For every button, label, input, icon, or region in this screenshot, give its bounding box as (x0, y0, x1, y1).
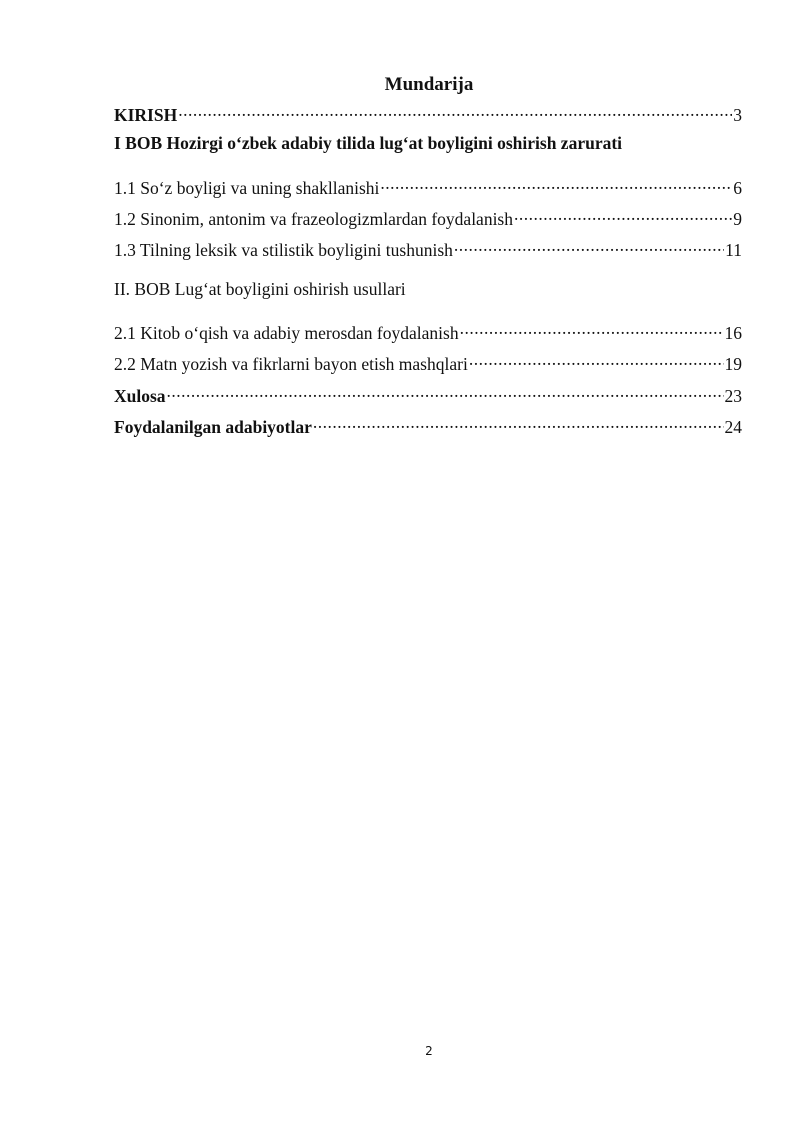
page-number: 2 (425, 1044, 433, 1058)
page-title: Mundarija (384, 74, 474, 95)
toc-entry-kirish (114, 99, 742, 126)
toc-entry-page: 11 (725, 240, 742, 260)
toc-entry-label: 2.1 Kitob o‘qish va adabiy merosdan foydalanish (114, 323, 459, 343)
leader-dots (380, 172, 732, 194)
toc-entry-label: Foydalanilgan adabiyotlar (114, 417, 312, 437)
toc-entry-label: Xulosa (114, 386, 166, 406)
toc-entry-label: 1.1 So‘z boyligi va uning shakllanishi (114, 178, 380, 198)
toc-entry-label: 2.2 Matn yozish va fikrlarni bayon etish mashqlari (114, 354, 468, 374)
toc-entry-xulosa (114, 380, 742, 407)
toc-entry-page: 23 (724, 386, 742, 406)
toc-entry-page: 24 (724, 417, 742, 437)
toc-entry-1-3 (114, 234, 742, 261)
toc-entry-2-2 (114, 348, 742, 375)
leader-dots (454, 234, 724, 256)
toc-chapter-1-heading: I BOB Hozirgi o‘zbek adabiy tilida lug‘at boyligini oshirish zarurati (114, 133, 623, 153)
toc-entry-1-1 (114, 172, 742, 199)
toc-entry-page: 6 (733, 178, 742, 198)
toc-entry-page: 19 (724, 354, 742, 374)
leader-dots (178, 99, 732, 121)
leader-dots (313, 411, 724, 433)
toc-entry-1-2 (114, 203, 742, 230)
toc-entry-2-1 (114, 317, 742, 344)
leader-dots (460, 317, 724, 339)
leader-dots (167, 380, 724, 402)
toc-entry-page: 9 (733, 209, 742, 229)
leader-dots (469, 348, 724, 370)
toc-entry-label: KIRISH (114, 105, 178, 125)
toc-entry-page: 3 (733, 105, 742, 125)
toc-entry-label: 1.2 Sinonim, antonim va frazeologizmlardan foydalanish (114, 209, 513, 229)
toc-entry-page: 16 (724, 323, 742, 343)
toc-entry-label: 1.3 Tilning leksik va stilistik boyligini tushunish (114, 240, 453, 260)
toc-entry-adabiyotlar (114, 411, 742, 438)
leader-dots (514, 203, 732, 225)
toc-chapter-2-heading: II. BOB Lug‘at boyligini oshirish usullari (114, 279, 406, 299)
